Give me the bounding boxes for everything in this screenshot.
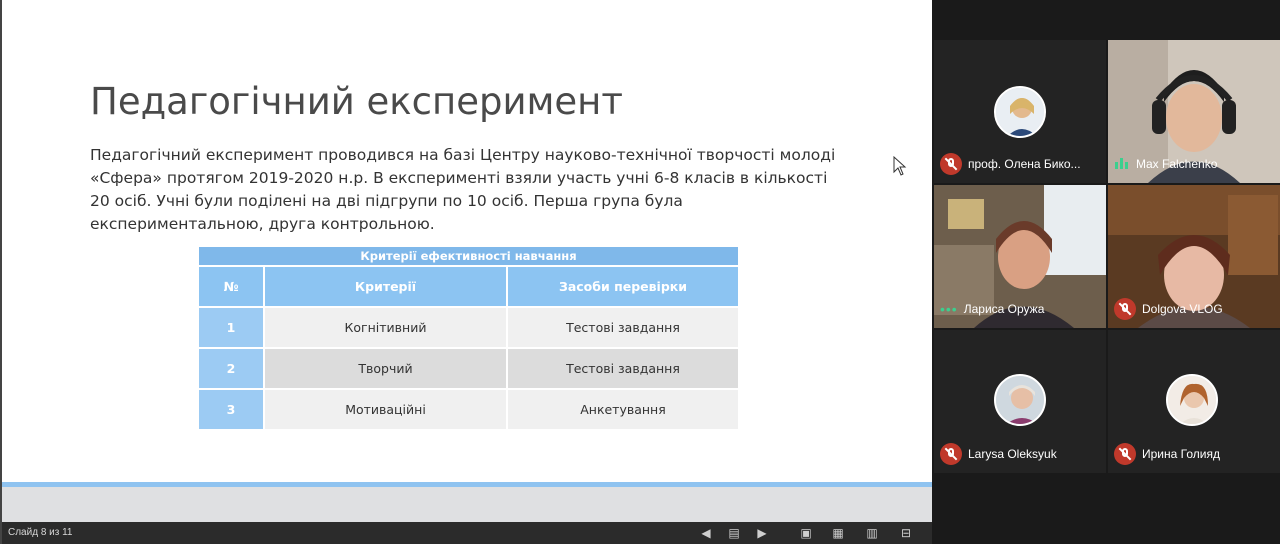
participant-name: Max Falchenko	[1136, 157, 1218, 171]
avatar	[994, 374, 1046, 426]
table-row	[198, 348, 739, 389]
slide-title: Педагогічний експеримент	[90, 80, 623, 123]
slide-bottom-band	[2, 482, 932, 522]
mic-active-icon: •••	[940, 301, 958, 317]
participant-name: проф. Олена Бико...	[968, 157, 1081, 171]
slide-menu-icon[interactable]: ▤	[728, 526, 740, 540]
mic-speaking-icon	[1114, 156, 1130, 172]
table-caption: Критерії ефективності навчання	[198, 246, 739, 266]
table-header-criteria: Критерії	[264, 266, 507, 307]
participant-name-tag	[940, 443, 1057, 465]
participant-name: Ирина Голияд	[1142, 447, 1220, 461]
participant-name-tag	[1114, 443, 1220, 465]
table-header-methods: Засоби перевірки	[507, 266, 739, 307]
table-row	[198, 389, 739, 430]
row-number: 3	[198, 389, 264, 430]
participant-tile[interactable]	[934, 185, 1106, 328]
participant-name: Лариса Оружа	[963, 302, 1045, 316]
mic-muted-icon	[940, 153, 962, 175]
mic-muted-icon	[1114, 298, 1136, 320]
row-criterion: Мотиваційні	[264, 389, 507, 430]
participants-panel	[932, 0, 1280, 544]
slideshow-icon[interactable]: ⊟	[900, 526, 912, 540]
slide-counter: Слайд 8 из 11	[8, 527, 73, 538]
mouse-cursor-icon	[893, 156, 907, 176]
slide-body: Педагогічний експеримент проводився на базі Центру науково-технічної творчості молоді «Сфера» протягом 2019-2020 н.р. В експерименті взяли участь учні 6-8 класів в кількості 20 осіб. Учні були поділені на дві підгрупи по 10 осіб. Перша група була експериментальною, друга контрольною.	[90, 146, 836, 233]
participant-tile[interactable]	[1108, 330, 1280, 473]
row-method: Тестові завдання	[507, 348, 739, 389]
participant-name-tag	[940, 153, 1081, 175]
presentation-statusbar	[2, 522, 932, 544]
mic-muted-icon	[1114, 443, 1136, 465]
row-number: 1	[198, 307, 264, 348]
row-criterion: Творчий	[264, 348, 507, 389]
reading-view-icon[interactable]: ▥	[866, 526, 878, 540]
row-method: Тестові завдання	[507, 307, 739, 348]
avatar	[1166, 374, 1218, 426]
criteria-table	[197, 245, 740, 431]
row-number: 2	[198, 348, 264, 389]
participant-tile[interactable]	[934, 330, 1106, 473]
normal-view-icon[interactable]: ▣	[800, 526, 812, 540]
participant-name-tag	[1114, 153, 1217, 175]
avatar	[994, 86, 1046, 138]
participant-tile[interactable]	[1108, 185, 1280, 328]
participant-tile[interactable]	[1108, 40, 1280, 183]
mic-muted-icon	[940, 443, 962, 465]
table-header-number: №	[198, 266, 264, 307]
slide-sorter-icon[interactable]: ▦	[832, 526, 844, 540]
participant-name-tag	[1114, 298, 1223, 320]
table-row	[198, 307, 739, 348]
participant-tile[interactable]	[934, 40, 1106, 183]
slide	[2, 0, 932, 482]
row-method: Анкетування	[507, 389, 739, 430]
participant-name-tag	[940, 298, 1044, 320]
previous-slide-icon[interactable]: ◀	[701, 526, 711, 540]
participant-name: Dolgova VLOG	[1142, 302, 1223, 316]
participant-name: Larysa Oleksyuk	[968, 447, 1057, 461]
row-criterion: Когнітивний	[264, 307, 507, 348]
next-slide-icon[interactable]: ▶	[757, 526, 767, 540]
